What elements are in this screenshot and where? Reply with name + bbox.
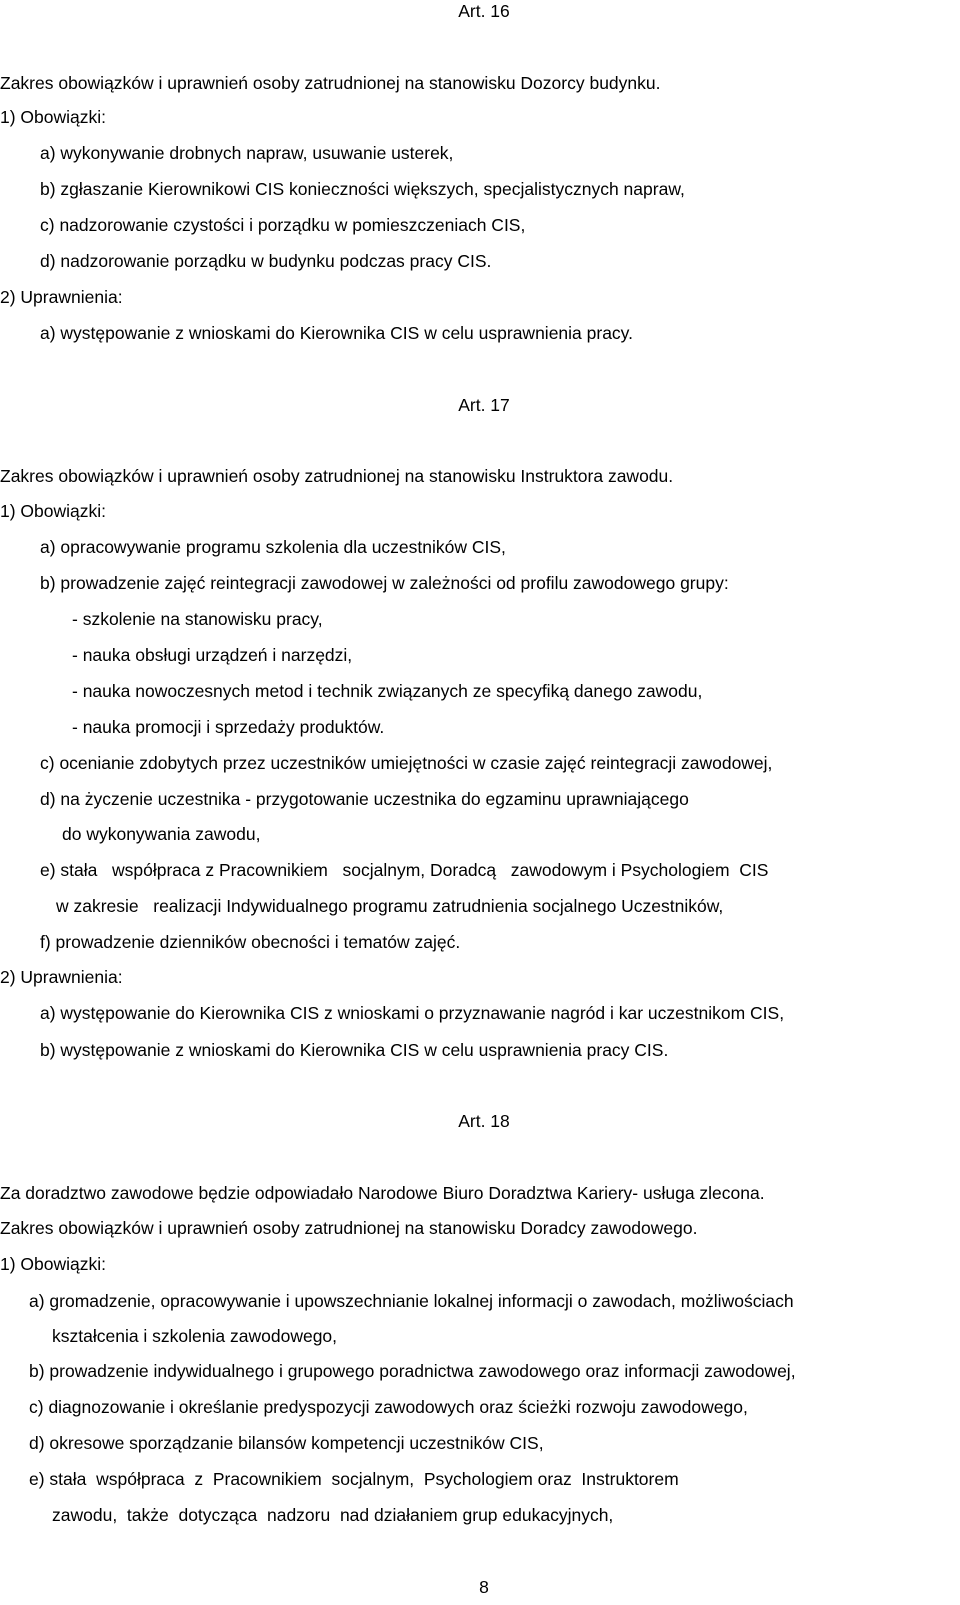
page-number: 8 <box>479 1577 489 1597</box>
art16-duty-item: c) nadzorowanie czystości i porządku w pomieszczeniach CIS, <box>40 215 526 235</box>
art16-duty-item: d) nadzorowanie porządku w budynku podczas pracy CIS. <box>40 251 492 271</box>
art17-duty-b-subitem: - nauka obsługi urządzeń i narzędzi, <box>72 645 353 665</box>
art17-duty-b-subitem: - nauka promocji i sprzedaży produktów. <box>72 717 385 737</box>
art18-duty-c: c) diagnozowanie i określanie predyspozycji zawodowych oraz ścieżki rozwoju zawodowego, <box>29 1397 748 1417</box>
art18-heading: Art. 18 <box>458 1111 510 1131</box>
art16-duty-item: a) wykonywanie drobnych napraw, usuwanie usterek, <box>40 143 454 163</box>
art17-duty-b: b) prowadzenie zajęć reintegracji zawodowej w zależności od profilu zawodowego grupy: <box>40 573 729 593</box>
art18-duty-e: e) stała współpraca z Pracownikiem socjalnym, Psychologiem oraz Instruktorem <box>29 1469 679 1489</box>
art17-right-item: a) występowanie do Kierownika CIS z wnioskami o przyznawanie nagród i kar uczestnikom CIS, <box>40 1003 785 1023</box>
art17-duty-b-subitem: - nauka nowoczesnych metod i technik związanych ze specyfiką danego zawodu, <box>72 681 703 701</box>
art17-duty-b-subitem: - szkolenie na stanowisku pracy, <box>72 609 323 629</box>
art18-duty-a: a) gromadzenie, opracowywanie i upowszechnianie lokalnej informacji o zawodach, możliwościach <box>29 1291 794 1311</box>
art17-duty-c: c) ocenianie zdobytych przez uczestników umiejętności w czasie zajęć reintegracji zawodowej, <box>40 753 773 773</box>
art17-duties-label: 1) Obowiązki: <box>0 501 107 521</box>
art17-duty-f: f) prowadzenie dzienników obecności i tematów zajęć. <box>40 932 461 952</box>
art16-heading: Art. 16 <box>458 1 510 21</box>
art18-duty-d: d) okresowe sporządzanie bilansów kompetencji uczestników CIS, <box>29 1433 544 1453</box>
art18-duty-b: b) prowadzenie indywidualnego i grupowego poradnictwa zawodowego oraz informacji zawodowej, <box>29 1361 796 1381</box>
art17-heading: Art. 17 <box>458 395 510 415</box>
art17-duty-d-continuation: do wykonywania zawodu, <box>62 824 261 844</box>
art16-rights-label: 2) Uprawnienia: <box>0 287 123 307</box>
art17-duty-a: a) opracowywanie programu szkolenia dla uczestników CIS, <box>40 537 506 557</box>
art18-duty-a-continuation: kształcenia i szkolenia zawodowego, <box>52 1326 338 1346</box>
art17-duty-d: d) na życzenie uczestnika - przygotowanie uczestnika do egzaminu uprawniającego <box>40 789 689 809</box>
art18-note: Za doradztwo zawodowe będzie odpowiadało Narodowe Biuro Doradztwa Kariery- usługa zlecona. <box>0 1183 765 1203</box>
art17-duty-e: e) stała współpraca z Pracownikiem socjalnym, Doradcą zawodowym i Psychologiem CIS <box>40 860 769 880</box>
art16-duties-label: 1) Obowiązki: <box>0 107 107 127</box>
art18-duties-label: 1) Obowiązki: <box>0 1254 107 1274</box>
art17-right-item: b) występowanie z wnioskami do Kierownika CIS w celu usprawnienia pracy CIS. <box>40 1040 669 1060</box>
art18-duty-e-continuation: zawodu, także dotycząca nadzoru nad działaniem grup edukacyjnych, <box>52 1505 614 1525</box>
art17-rights-label: 2) Uprawnienia: <box>0 967 123 987</box>
art16-right-item: a) występowanie z wnioskami do Kierownika CIS w celu usprawnienia pracy. <box>40 323 633 343</box>
art18-intro: Zakres obowiązków i uprawnień osoby zatrudnionej na stanowisku Doradcy zawodowego. <box>0 1218 698 1238</box>
art16-duty-item: b) zgłaszanie Kierownikowi CIS konieczności większych, specjalistycznych napraw, <box>40 179 685 199</box>
art16-intro: Zakres obowiązków i uprawnień osoby zatrudnionej na stanowisku Dozorcy budynku. <box>0 73 661 93</box>
art17-duty-e-continuation: w zakresie realizacji Indywidualnego programu zatrudnienia socjalnego Uczestników, <box>56 896 724 916</box>
art17-intro: Zakres obowiązków i uprawnień osoby zatrudnionej na stanowisku Instruktora zawodu. <box>0 466 674 486</box>
